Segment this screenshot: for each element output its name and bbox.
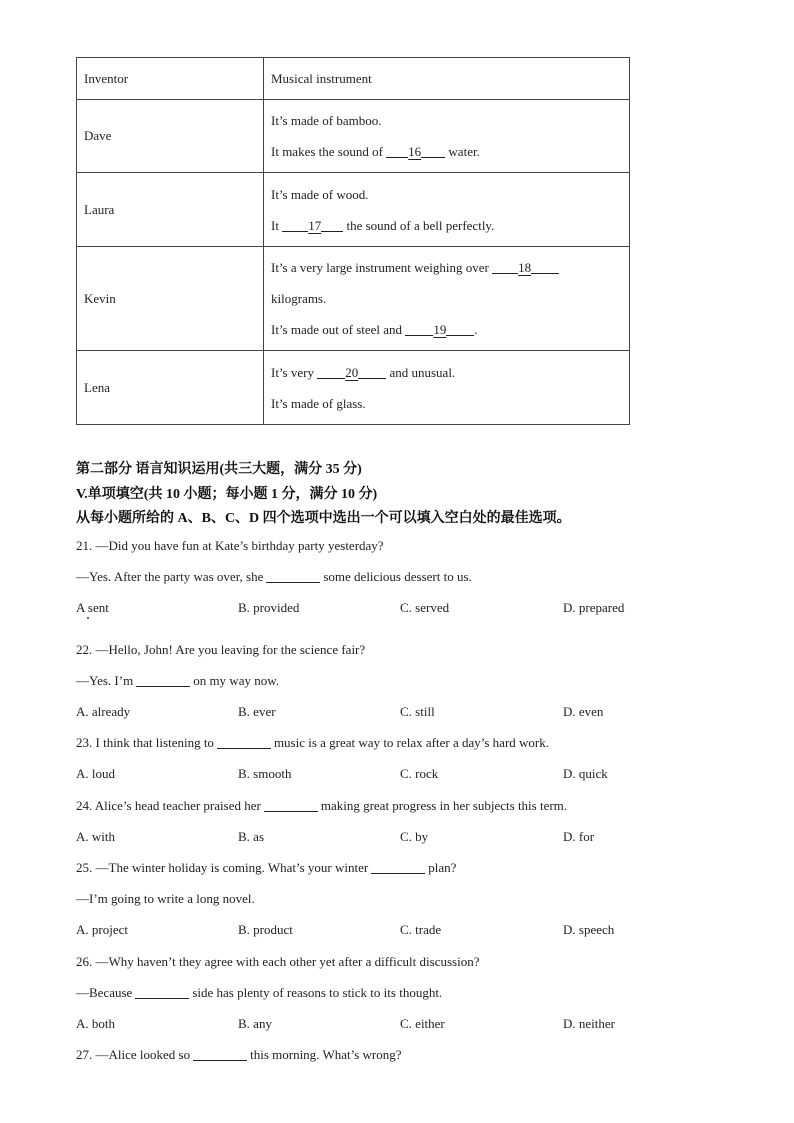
question-24: 24. Alice’s head teacher praised her making great progress in her subjects this term.: [76, 798, 568, 813]
options-row: [76, 600, 636, 618]
option-b[interactable]: B. product: [238, 922, 293, 937]
header-inventor: Inventor: [77, 58, 264, 100]
table-header-row: [77, 58, 630, 100]
option-c[interactable]: C. either: [400, 1016, 445, 1031]
blank-number: 18: [518, 260, 532, 275]
desc-line: It’s made out of steel and 19 .: [271, 322, 478, 337]
option-a[interactable]: A. project: [76, 922, 128, 937]
option-a[interactable]: A. with: [76, 829, 115, 844]
question-22: 22. —Hello, John! Are you leaving for the science fair?: [76, 642, 366, 657]
blank-number: 20: [345, 364, 359, 380]
desc-line: It’s made of wood.: [271, 186, 369, 202]
options-row: [76, 922, 636, 940]
inventor-table: [76, 57, 630, 425]
question-25: 25. —The winter holiday is coming. What’s your winter plan?: [76, 860, 457, 875]
question-line: —I’m going to write a long novel.: [76, 891, 255, 906]
option-b[interactable]: B. ever: [238, 704, 276, 719]
inventor-name: Laura: [77, 173, 264, 247]
option-c[interactable]: C. by: [400, 829, 429, 844]
option-b[interactable]: B. smooth: [238, 766, 292, 781]
instrument-desc: [264, 173, 630, 247]
option-a[interactable]: A. already: [76, 704, 131, 719]
option-d[interactable]: D. neither: [563, 1016, 615, 1031]
options-row: [76, 1016, 636, 1034]
answer-blank: [136, 674, 190, 687]
section-instruction: 从每小题所给的 A、B、C、D 四个选项中选出一个可以填入空白处的最佳选项。: [76, 511, 571, 526]
option-a[interactable]: A sent: [76, 600, 109, 615]
option-b[interactable]: B. as: [238, 829, 264, 844]
part-title: 第二部分 语言知识运用(共三大题，满分 35 分): [76, 462, 362, 477]
desc-line: It’s a very large instrument weighing over 18: [271, 252, 622, 283]
question-21: 21. —Did you have fun at Kate’s birthday party yesterday?: [76, 538, 384, 553]
option-d[interactable]: D. speech: [563, 922, 615, 937]
option-d[interactable]: D. prepared: [563, 600, 625, 615]
inventor-name: Lena: [77, 351, 264, 425]
table-row: [77, 173, 630, 247]
answer-blank: [217, 736, 271, 749]
inventor-name: Kevin: [77, 247, 264, 351]
desc-line: It 17 the sound of a bell perfectly.: [271, 217, 495, 233]
desc-line: It’s very 20 and unusual.: [271, 364, 456, 380]
table-row: [77, 351, 630, 425]
option-d[interactable]: D. even: [563, 704, 604, 719]
question-23: 23. I think that listening to music is a great way to relax after a day’s hard work.: [76, 735, 550, 750]
option-a[interactable]: A. loud: [76, 766, 115, 781]
desc-line: It’s made of bamboo.: [271, 113, 382, 128]
blank-number: 19: [433, 322, 447, 337]
instrument-desc: [264, 100, 630, 173]
question-line: —Because side has plenty of reasons to stick to its thought.: [76, 985, 443, 1000]
blank-number: 17: [308, 217, 322, 233]
question-line: —Yes. I’m on my way now.: [76, 673, 280, 688]
answer-blank: [264, 799, 318, 812]
options-row: [76, 829, 636, 847]
inventor-name: Dave: [77, 100, 264, 173]
table-row: [77, 100, 630, 173]
dot-mark: [87, 617, 89, 619]
section-title: V.单项填空(共 10 小题；每小题 1 分，满分 10 分): [76, 487, 378, 502]
answer-blank: [266, 570, 320, 583]
desc-line: kilograms.: [271, 291, 327, 306]
question-27: 27. —Alice looked so this morning. What’s wrong?: [76, 1047, 402, 1062]
header-instrument: Musical instrument: [264, 58, 630, 100]
answer-blank: [371, 861, 425, 874]
answer-blank: [193, 1048, 247, 1061]
desc-line: It makes the sound of 16 water.: [271, 144, 480, 159]
instrument-desc: [264, 351, 630, 425]
instrument-desc: [264, 247, 630, 351]
question-26: 26. —Why haven’t they agree with each other yet after a difficult discussion?: [76, 954, 480, 969]
option-c[interactable]: C. trade: [400, 922, 442, 937]
option-b[interactable]: B. provided: [238, 600, 300, 615]
options-row: [76, 704, 636, 722]
question-line: —Yes. After the party was over, she some delicious dessert to us.: [76, 569, 472, 584]
option-a[interactable]: A. both: [76, 1016, 115, 1031]
option-d[interactable]: D. for: [563, 829, 595, 844]
option-c[interactable]: C. rock: [400, 766, 439, 781]
options-row: [76, 766, 636, 784]
answer-blank: [135, 986, 189, 999]
blank-number: 16: [408, 144, 422, 159]
table-row: [77, 247, 630, 351]
desc-line: It’s made of glass.: [271, 395, 366, 411]
option-b[interactable]: B. any: [238, 1016, 272, 1031]
option-c[interactable]: C. still: [400, 704, 435, 719]
option-c[interactable]: C. served: [400, 600, 450, 615]
option-d[interactable]: D. quick: [563, 766, 608, 781]
